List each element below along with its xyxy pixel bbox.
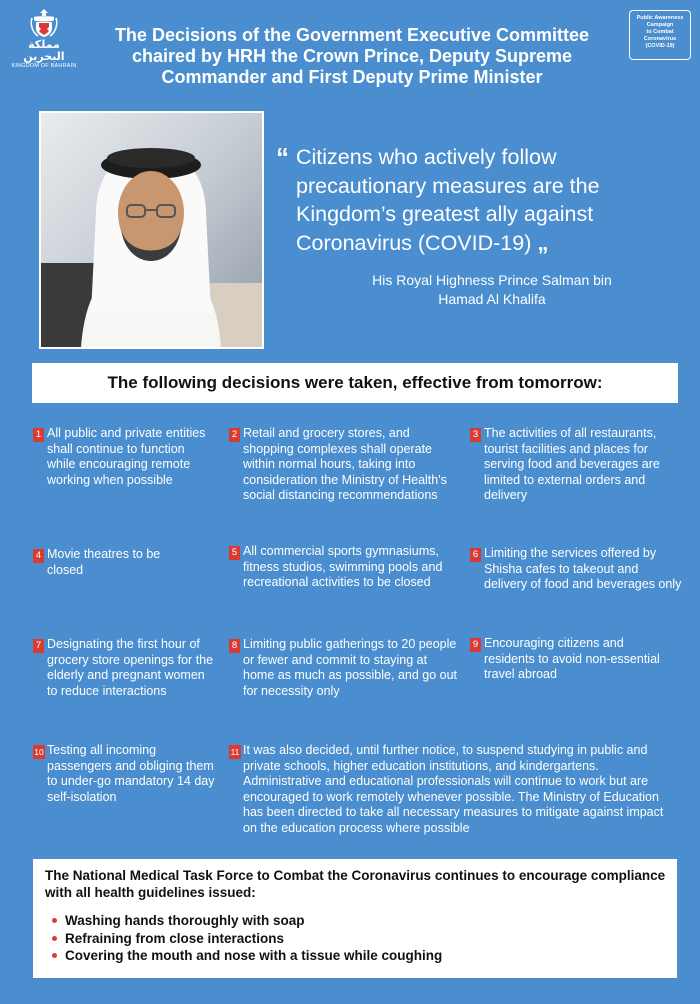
decision-number-badge: 1 bbox=[33, 428, 44, 442]
decision-text: The activities of all restaurants, tourist facilities and places for serving food and beverages are limited to external orders and delivery bbox=[484, 426, 660, 502]
quote-close-mark: „ bbox=[537, 229, 549, 255]
decision-text: All public and private entities shall continue to function while encouraging remote working when possible bbox=[47, 426, 206, 487]
decision-text: Limiting public gatherings to 20 people or fewer and commit to staying at home as much as possible, and go out for necessity only bbox=[243, 637, 458, 698]
campaign-badge-line: Coronavirus bbox=[643, 36, 677, 42]
decision-number-badge: 7 bbox=[33, 639, 44, 653]
decision-item-5 bbox=[229, 544, 459, 591]
bullet-dot-icon bbox=[52, 953, 57, 958]
decision-item-8 bbox=[229, 637, 459, 699]
decision-number-badge: 9 bbox=[470, 638, 481, 652]
decision-text: Testing all incoming passengers and obliging them to under-go mandatory 14 day self-isolation bbox=[47, 743, 215, 804]
decision-item-1 bbox=[33, 426, 213, 488]
page-title-line: chaired by HRH the Crown Prince, Deputy Supreme bbox=[131, 46, 573, 66]
decision-item-11 bbox=[229, 743, 677, 836]
kingdom-of-bahrain-logo bbox=[8, 8, 80, 69]
quote-body bbox=[276, 143, 676, 257]
decision-number-badge: 6 bbox=[470, 548, 481, 562]
decision-item-10 bbox=[33, 743, 223, 805]
decision-item-7 bbox=[33, 637, 218, 699]
campaign-badge-line: (COVID-19) bbox=[645, 43, 675, 49]
health-guidelines-panel bbox=[33, 859, 677, 978]
decision-item-9 bbox=[470, 636, 675, 683]
decision-item-4 bbox=[33, 547, 193, 578]
decision-text: Movie theatres to be closed bbox=[47, 547, 161, 577]
decision-text: Designating the first hour of grocery store openings for the elderly and pregnant women to reduce interactions bbox=[47, 637, 214, 698]
bullet-dot-icon bbox=[52, 918, 57, 923]
guideline-text: Refraining from close interactions bbox=[65, 930, 285, 946]
page-title-line: The Decisions of the Government Executive Committee bbox=[114, 25, 590, 45]
coat-of-arms-icon bbox=[30, 8, 58, 38]
crown-prince-portrait bbox=[39, 111, 264, 349]
campaign-badge-line: Campaign bbox=[646, 22, 674, 28]
page-title-line: Commander and First Deputy Prime Minister bbox=[161, 67, 543, 87]
decision-number-badge: 10 bbox=[34, 747, 44, 757]
page-title bbox=[96, 25, 608, 88]
decision-item-2 bbox=[229, 426, 459, 504]
decision-number-badge: 8 bbox=[229, 639, 240, 653]
logo-english-text: KINGDOM OF BAHRAIN bbox=[11, 63, 77, 69]
campaign-badge-line: to Combat bbox=[646, 29, 674, 35]
decision-number-badge: 2 bbox=[229, 428, 240, 442]
list-item bbox=[65, 930, 677, 948]
guideline-text: Washing hands thoroughly with soap bbox=[65, 913, 305, 928]
quote-open-mark: “ bbox=[276, 142, 289, 172]
attribution-line: His Royal Highness Prince Salman bin bbox=[372, 272, 612, 288]
logo-arabic-text: مملكة البحرين bbox=[23, 39, 65, 63]
guideline-text: Covering the mouth and nose with a tissue while coughing bbox=[65, 948, 443, 963]
decision-number-badge: 4 bbox=[33, 549, 44, 563]
campaign-badge-line: Public Awareness bbox=[636, 15, 684, 21]
bullet-dot-icon bbox=[52, 936, 57, 941]
campaign-badge bbox=[629, 10, 691, 60]
decisions-heading: The following decisions were taken, effective from tomorrow: bbox=[32, 363, 678, 403]
attribution-line: Hamad Al Khalifa bbox=[438, 291, 546, 307]
list-item bbox=[65, 947, 677, 965]
decision-text: Retail and grocery stores, and shopping complexes shall operate within normal hours, taking into consideration the Ministry of Health's social distancing recommendations bbox=[243, 426, 447, 502]
decision-text: Encouraging citizens and residents to avoid non-essential travel abroad bbox=[484, 636, 660, 681]
decision-number-badge: 11 bbox=[230, 747, 240, 757]
guidelines-intro: The National Medical Task Force to Combat the Coronavirus continues to encourage compliance with all health guidelines issued: bbox=[45, 868, 666, 900]
portrait-image bbox=[41, 113, 262, 347]
decision-number-badge: 5 bbox=[229, 546, 240, 560]
decision-text: All commercial sports gymnasiums, fitness studios, swimming pools and recreational activities to be closed bbox=[243, 544, 443, 589]
decision-item-6 bbox=[470, 546, 682, 593]
quote-attribution bbox=[372, 271, 612, 309]
quote-text: Citizens who actively follow precautionary measures are the Kingdom’s greatest ally against Coronavirus (COVID-19) bbox=[296, 145, 600, 255]
decision-text: Limiting the services offered by Shisha cafes to takeout and delivery of food and beverages only bbox=[484, 546, 682, 591]
leader-quote bbox=[276, 143, 676, 257]
guidelines-list bbox=[45, 912, 677, 965]
decision-number-badge: 3 bbox=[470, 428, 481, 442]
decision-text: It was also decided, until further notice, to suspend studying in public and private schools, higher education institutions, and kindergartens. Administrative and educational professionals will continue to work but are encouraged to work remotely whenever possible. The Ministry of Education has been directed to take all necessary measures to mitigate against impact on the education process where possible bbox=[243, 743, 664, 835]
decision-item-3 bbox=[470, 426, 682, 504]
list-item bbox=[65, 912, 677, 930]
